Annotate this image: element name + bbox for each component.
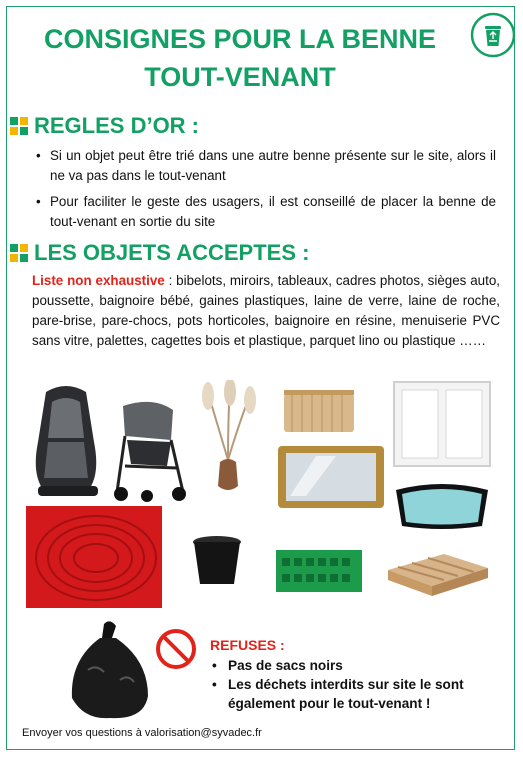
refused-list xyxy=(210,656,510,713)
page-title-line2: TOUT-VENANT xyxy=(144,62,336,92)
black-plant-pot-image xyxy=(190,534,244,588)
bullet-squares-icon xyxy=(10,244,28,262)
page-title-line1: CONSIGNES POUR LA BENNE xyxy=(43,24,437,54)
framed-mirror-image xyxy=(276,444,386,510)
accepted-list xyxy=(32,271,500,351)
refused-item: • Les déchets interdits sur site le sont également pour le tout-venant ! xyxy=(210,675,510,713)
bullet-squares-icon xyxy=(10,117,28,135)
refused-item: • Pas de sacs noirs xyxy=(210,656,510,675)
red-corrugated-pipe-image xyxy=(26,506,162,608)
dried-pampas-vase-image xyxy=(196,380,260,496)
rule-item: • Si un objet peut être trié dans une autre benne présente sur le site, alors il ne va pas dans le tout-venant xyxy=(34,146,496,186)
rattan-lampshade-image xyxy=(282,388,356,436)
windshield-image xyxy=(390,482,494,532)
refused-title: REFUSES : xyxy=(210,637,285,653)
stroller-image xyxy=(113,396,189,506)
section-heading-rules xyxy=(10,113,199,139)
section-heading-accepted-text: LES OBJETS ACCEPTES : xyxy=(34,240,310,265)
section-heading-accepted xyxy=(10,240,309,266)
wooden-pallet-image xyxy=(384,550,492,600)
list-label: Liste non exhaustive xyxy=(32,273,165,288)
footer-contact: Envoyer vos questions à valorisation@syvadec.fr xyxy=(22,727,262,739)
prohibited-sign-icon xyxy=(154,627,198,671)
rule-item: • Pour faciliter le geste des usagers, il est conseillé de placer la benne de tout-venant en sortie du site xyxy=(34,192,496,232)
section-heading-rules-text: REGLES D’OR : xyxy=(34,113,200,138)
pvc-window-frame-image xyxy=(392,380,492,468)
green-plastic-crate-image xyxy=(274,546,364,596)
car-seat-image xyxy=(28,382,106,500)
recycling-bin-icon xyxy=(470,12,516,58)
rules-list xyxy=(34,146,496,238)
black-trash-bag-image xyxy=(64,620,154,720)
list-text: : bibelots, miroirs, tableaux, cadres photos, sièges auto, poussette, baignoire bébé, gaines plastiques, laine de verre, laine de roche, pare-brise, pare-chocs, pots horticoles, baignoire en résine, menuiserie PVC sans vitre, palettes, cagettes bois et plastique, parquet lino ou plastique …… xyxy=(32,273,500,348)
